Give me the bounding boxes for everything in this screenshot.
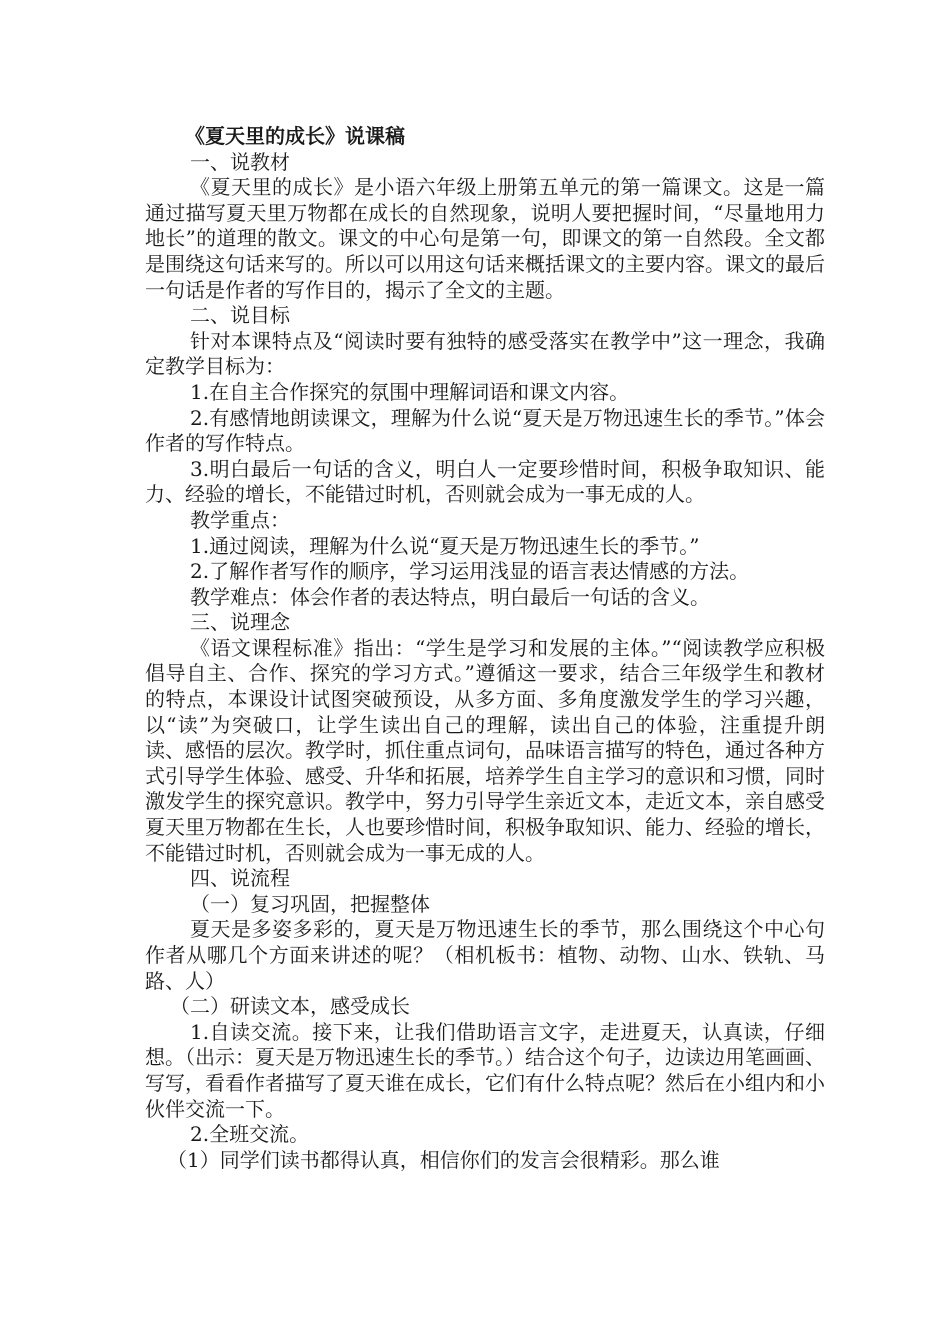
paragraph: 《语文课程标准》指出：“学生是学习和发展的主体。”“阅读教学应积极倡导自主、合作、探究的学习方式。”遵循这一要求，结合三年级学生和教材的特点，本课设计试图突破预设，从多方面、多角度激发学生的学习兴趣，以“读”为突破口，让学生读出自己的理解，读出自己的体验，注重提升朗读、感悟的层次。教学时，抓住重点词句，品味语言描写的特色，通过各种方式引导学生体验、感受、升华和拓展，培养学生自主学习的意识和习惯，同时激发学生的探究意识。教学中，努力引导学生亲近文本，走近文本，亲自感受夏天里万物都在生长，人也要珍惜时间，积极争取知识、能力、经验的增长，不能错过时机，否则就会成为一事无成的人。 <box>145 635 825 865</box>
paragraph: （1）同学们读书都得认真，相信你们的发言会很精彩。那么谁 <box>167 1147 720 1172</box>
paragraph: 《夏天里的成长》是小语六年级上册第五单元的第一篇课文。这是一篇通过描写夏天里万物都在成长的自然现象，说明人要把握时间，“尽量地用力地长”的道理的散文。课文的中心句是第一句，即课文的第一自然段。全文都是围绕这句话来写的。所以可以用这句话来概括课文的主要内容。课文的最后一句话是作者的写作目的，揭示了全文的主题。 <box>145 175 825 302</box>
paragraph: 2.有感情地朗读课文，理解为什么说“夏天是万物迅速生长的季节。”体会作者的写作特点。 <box>145 405 825 456</box>
paragraph: 3.明白最后一句话的含义，明白人一定要珍惜时间，积极争取知识、能力、经验的增长，不能错过时机，否则就会成为一事无成的人。 <box>145 456 825 507</box>
paragraph: 2.了解作者写作的顺序，学习运用浅显的语言表达情感的方法。 <box>190 559 750 584</box>
document-body <box>145 150 825 1174</box>
section-heading: 四、说流程 <box>190 866 290 891</box>
paragraph: 2.全班交流。 <box>190 1122 310 1147</box>
paragraph: 1.自读交流。接下来，让我们借助语言文字，走进夏天，认真读，仔细想。（出示：夏天是万物迅速生长的季节。）结合这个句子，边读边用笔画画、写写，看看作者描写了夏天谁在成长，它们有什么特点呢？然后在小组内和小伙伴交流一下。 <box>145 1019 825 1121</box>
paragraph: 夏天是多姿多彩的，夏天是万物迅速生长的季节，那么围绕这个中心句作者从哪几个方面来讲述的呢？（相机板书：植物、动物、山水、铁轨、马路、人） <box>145 917 825 993</box>
subsection-heading: （二）研读文本，感受成长 <box>170 994 410 1019</box>
document-title: 《夏天里的成长》说课稿 <box>185 124 405 148</box>
paragraph: 针对本课特点及“阅读时要有独特的感受落实在教学中”这一理念，我确定教学目标为： <box>145 328 825 379</box>
paragraph: 教学重点： <box>190 507 290 532</box>
section-heading: 三、说理念 <box>190 610 290 635</box>
paragraph: （一）复习巩固，把握整体 <box>190 891 430 916</box>
paragraph: 1.通过阅读，理解为什么说“夏天是万物迅速生长的季节。” <box>190 533 700 558</box>
section-heading: 二、说目标 <box>190 303 290 328</box>
section-heading: 一、说教材 <box>190 149 290 174</box>
paragraph: 1.在自主合作探究的氛围中理解词语和课文内容。 <box>190 379 630 404</box>
document-page <box>145 124 825 1173</box>
paragraph: 教学难点：体会作者的表达特点，明白最后一句话的含义。 <box>190 584 710 609</box>
